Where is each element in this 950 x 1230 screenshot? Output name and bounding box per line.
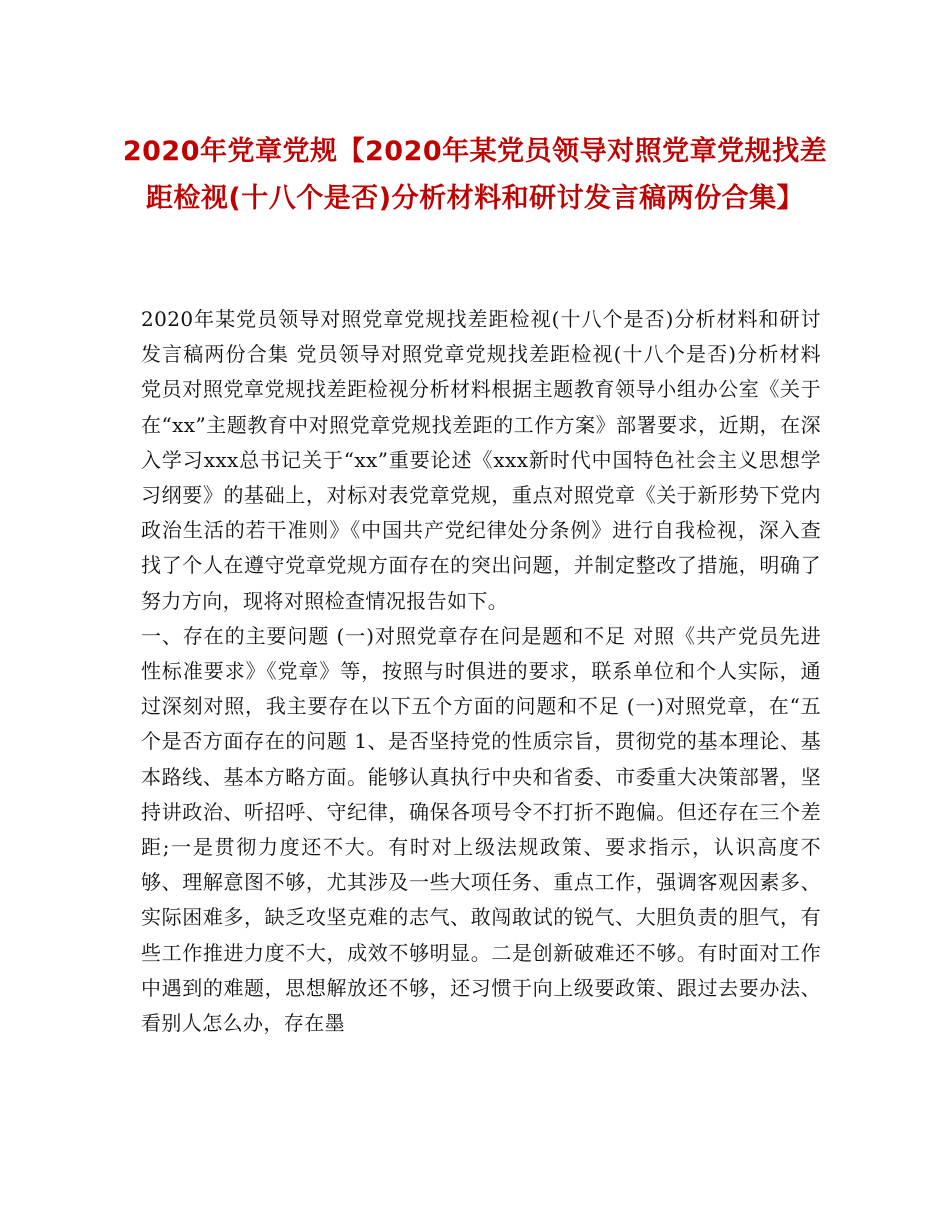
body-paragraph-1: 2020年某党员领导对照党章党规找差距检视(十八个是否)分析材料和研讨发言稿两份合集 党员领导对照党章党规找差距检视(十八个是否)分析材料 党员对照党章党规找差距检视分析材料根据主题教育领导小组办公室《关于在“xx”主题教育中对照党章党规找差距的工作方案》部署要求，近期，在深入学习xxx总书记关于“xx”重要论述《xxx新时代中国特色社会主义思想学习纲要》的基础上，对标对表党章党规，重点对照党章《关于新形势下党内政治生活的若干准则》《中国共产党纪律处分条例》进行自我检视，深入查找了个人在遵守党章党规方面存在的突出问题，并制定整改了措施，明确了努力方向，现将对照检查情况报告如下。 [141,307,821,613]
body-paragraph-2: 一、存在的主要问题 (一)对照党章存在问是题和不足 对照《共产党员先进性标准要求》《党章》等，按照与时俱进的要求，联系单位和个人实际，通过深刻对照，我主要存在以下五个方面的问题和不足 (一)对照党章，在“五个是否方面存在的问题 1、是否坚持党的性质宗旨，贯彻党的基本理论、基本路线、基本方略方面。能够认真执行中央和省委、市委重大决策部署，坚持讲政治、听招呼、守纪律，确保各项号令不打折不跑偏。但还存在三个差距;一是贯彻力度还不大。有时对上级法规政策、要求指示，认识高度不够、理解意图不够，尤其涉及一些大项任务、重点工作，强调客观因素多、实际困难多，缺乏攻坚克难的志气、敢闯敢试的锐气、大胆负责的胆气，有些工作推进力度不大，成效不够明显。二是创新破难还不够。有时面对工作中遇到的难题，思想解放还不够，还习惯于向上级要政策、跟过去要办法、看别人怎么办，存在墨 [141,623,821,1036]
document-body [141,302,821,1041]
document-title: 2020年党章党规【2020年某党员领导对照党章党规找差距检视(十八个是否)分析材料和研讨发言稿两份合集】 [122,136,828,214]
